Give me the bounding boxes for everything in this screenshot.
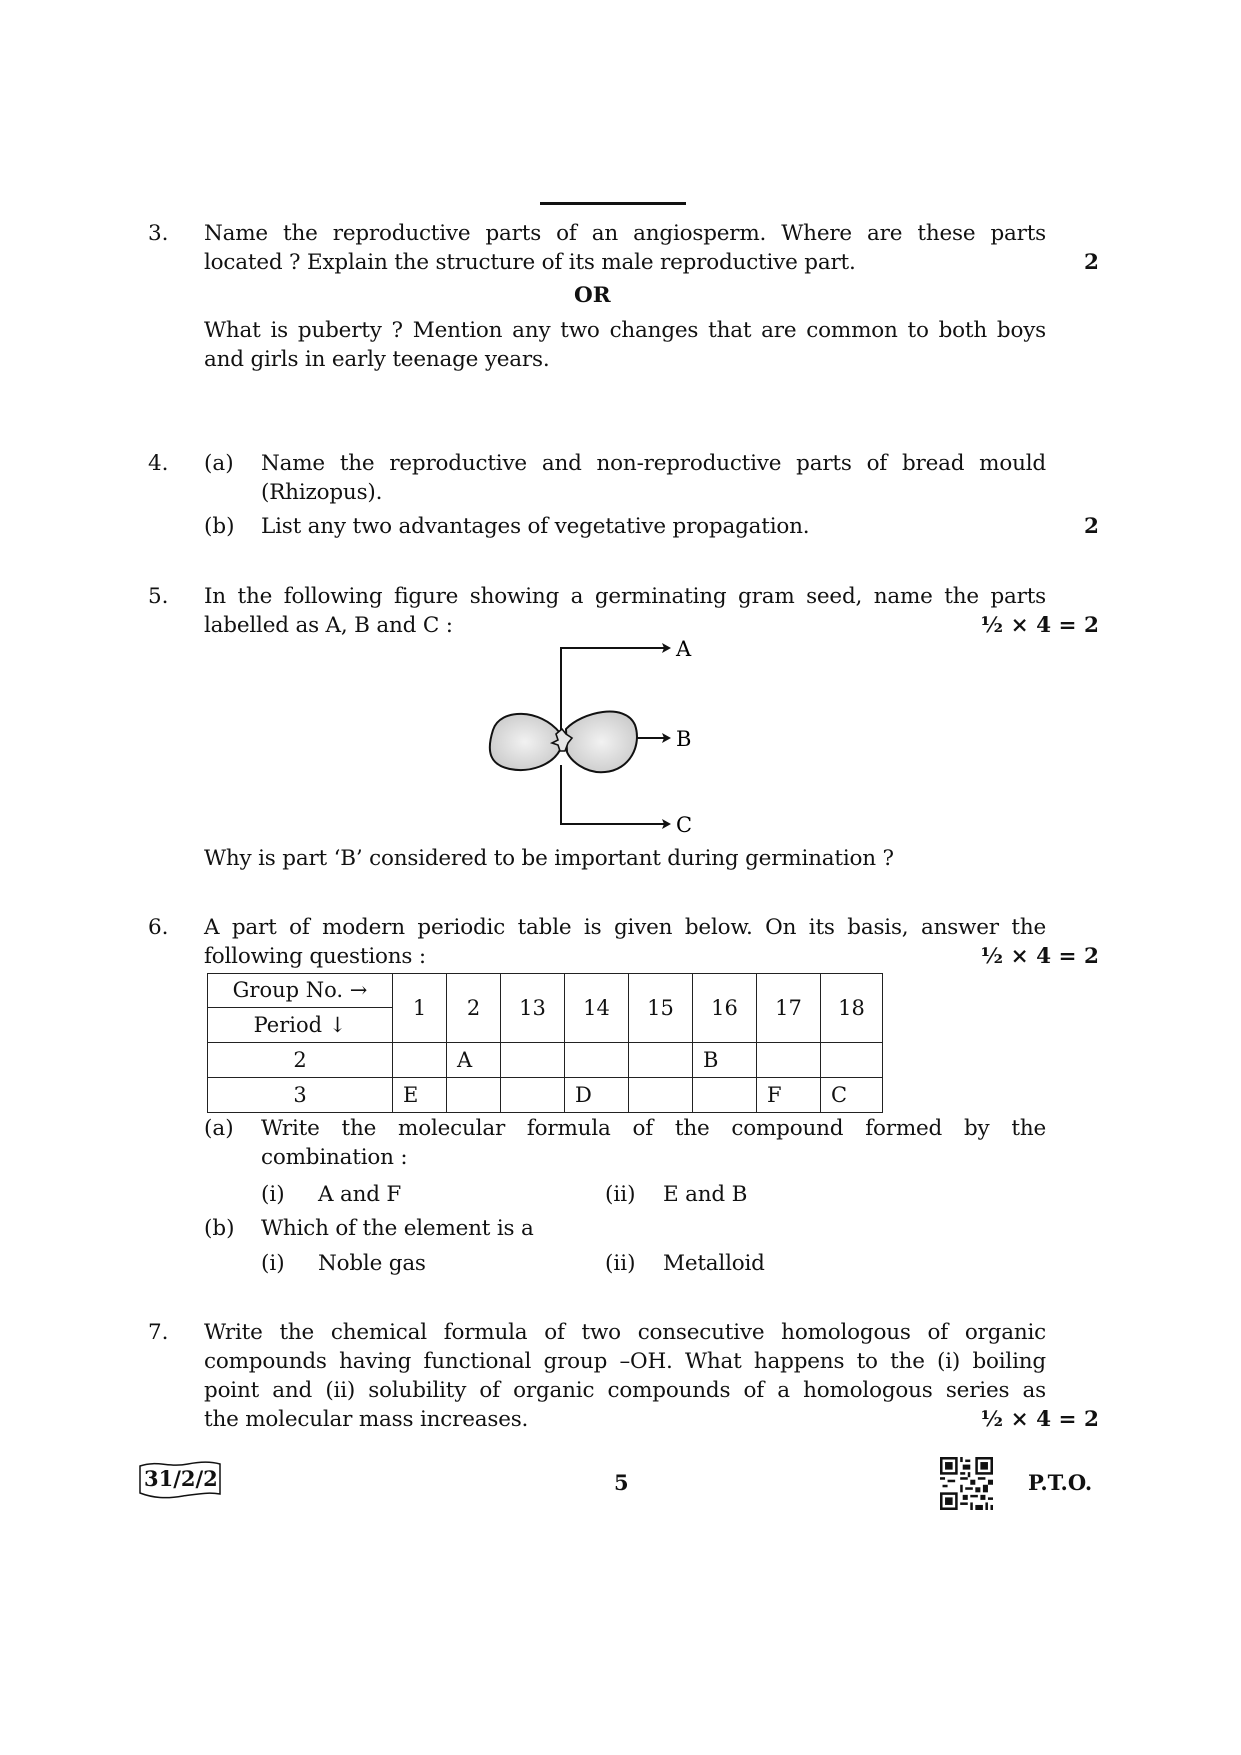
element-cell: C: [821, 1078, 883, 1113]
question-5-line-1: In the following figure showing a germinating gram seed, name the parts: [204, 584, 1046, 609]
group-col: 14: [565, 974, 629, 1043]
question-6-line-2: following questions :: [204, 944, 426, 969]
question-4b-line-1: List any two advantages of vegetative propagation.: [261, 514, 810, 539]
element-cell: [501, 1043, 565, 1078]
element-cell: [693, 1078, 757, 1113]
qr-code-icon: [940, 1457, 993, 1510]
question-5-number: 5.: [148, 584, 169, 609]
paper-code-badge: [138, 1458, 222, 1498]
element-cell: E: [393, 1078, 447, 1113]
question-6a-line-2: combination :: [261, 1145, 408, 1170]
question-6a-label: (a): [204, 1116, 234, 1141]
question-6a-line-1: Write the molecular formula of the compound formed by the: [261, 1116, 1046, 1141]
question-7-number: 7.: [148, 1320, 169, 1345]
option-text: A and F: [318, 1182, 402, 1207]
table-row: [208, 1078, 883, 1113]
group-col: 15: [629, 974, 693, 1043]
option-label: (i): [261, 1182, 285, 1207]
element-cell: [565, 1043, 629, 1078]
group-header: Group No. →: [208, 974, 392, 1008]
periodic-table: [207, 973, 883, 1113]
group-col: 17: [757, 974, 821, 1043]
question-7-line-3: point and (ii) solubility of organic compounds of a homologous series as: [204, 1378, 1046, 1403]
question-3-number: 3.: [148, 221, 169, 246]
question-6-line-1: A part of modern periodic table is given below. On its basis, answer the: [204, 915, 1046, 940]
element-cell: [501, 1078, 565, 1113]
element-cell: [629, 1043, 693, 1078]
element-cell: F: [757, 1078, 821, 1113]
label-b: B: [676, 727, 692, 751]
element-cell: A: [447, 1043, 501, 1078]
or-separator: OR: [574, 283, 611, 308]
question-5-marks: ½ × 4 = 2: [980, 613, 1099, 638]
question-5-followup: Why is part ‘B’ considered to be important during germination ?: [204, 846, 894, 871]
question-7-line-2: compounds having functional group –OH. What happens to the (i) boiling: [204, 1349, 1046, 1374]
question-3-alt-line-2: and girls in early teenage years.: [204, 347, 550, 372]
option-label: (ii): [605, 1251, 636, 1276]
period-cell: 3: [208, 1078, 393, 1113]
option-label: (ii): [605, 1182, 636, 1207]
question-6b-line-1: Which of the element is a: [261, 1216, 534, 1241]
question-5-line-2: labelled as A, B and C :: [204, 613, 453, 638]
element-cell: B: [693, 1043, 757, 1078]
option-text: Noble gas: [318, 1251, 426, 1276]
question-7-line-1: Write the chemical formula of two consecutive homologous of organic: [204, 1320, 1046, 1345]
page-number: 5: [614, 1470, 629, 1495]
period-header: Period ↓: [253, 1013, 347, 1037]
question-6-number: 6.: [148, 915, 169, 940]
group-col: 18: [821, 974, 883, 1043]
question-4-marks: 2: [1084, 514, 1099, 539]
question-3-line-1: Name the reproductive parts of an angiosperm. Where are these parts: [204, 221, 1046, 246]
option-text: Metalloid: [663, 1251, 765, 1276]
label-c: C: [676, 813, 693, 837]
option-label: (i): [261, 1251, 285, 1276]
paper-code: 31/2/2: [144, 1466, 218, 1491]
question-4b-label: (b): [204, 514, 235, 539]
question-4a-line-1: Name the reproductive and non-reproductive parts of bread mould: [261, 451, 1046, 476]
question-6b-label: (b): [204, 1216, 235, 1241]
option-text: E and B: [663, 1182, 748, 1207]
question-6-marks: ½ × 4 = 2: [980, 944, 1099, 969]
header-cell: [208, 974, 393, 1043]
question-4-number: 4.: [148, 451, 169, 476]
question-3-alt-line-1: What is puberty ? Mention any two changes that are common to both boys: [204, 318, 1046, 343]
element-cell: [629, 1078, 693, 1113]
group-col: 2: [447, 974, 501, 1043]
germinating-seed-figure: [470, 630, 720, 850]
group-col: 13: [501, 974, 565, 1043]
label-a: A: [676, 637, 692, 661]
group-col: 16: [693, 974, 757, 1043]
question-7-marks: ½ × 4 = 2: [980, 1407, 1099, 1432]
element-cell: [393, 1043, 447, 1078]
element-cell: [821, 1043, 883, 1078]
period-cell: 2: [208, 1043, 393, 1078]
question-3-marks: 2: [1084, 250, 1099, 275]
group-col: 1: [393, 974, 447, 1043]
element-cell: D: [565, 1078, 629, 1113]
table-row: [208, 1043, 883, 1078]
element-cell: [447, 1078, 501, 1113]
question-7-line-4: the molecular mass increases.: [204, 1407, 529, 1432]
question-3-line-2: located ? Explain the structure of its male reproductive part.: [204, 250, 856, 275]
top-divider: [540, 202, 686, 205]
question-4a-label: (a): [204, 451, 234, 476]
question-4a-line-2: (Rhizopus).: [261, 480, 383, 505]
element-cell: [757, 1043, 821, 1078]
pto-label: P.T.O.: [1028, 1470, 1093, 1495]
